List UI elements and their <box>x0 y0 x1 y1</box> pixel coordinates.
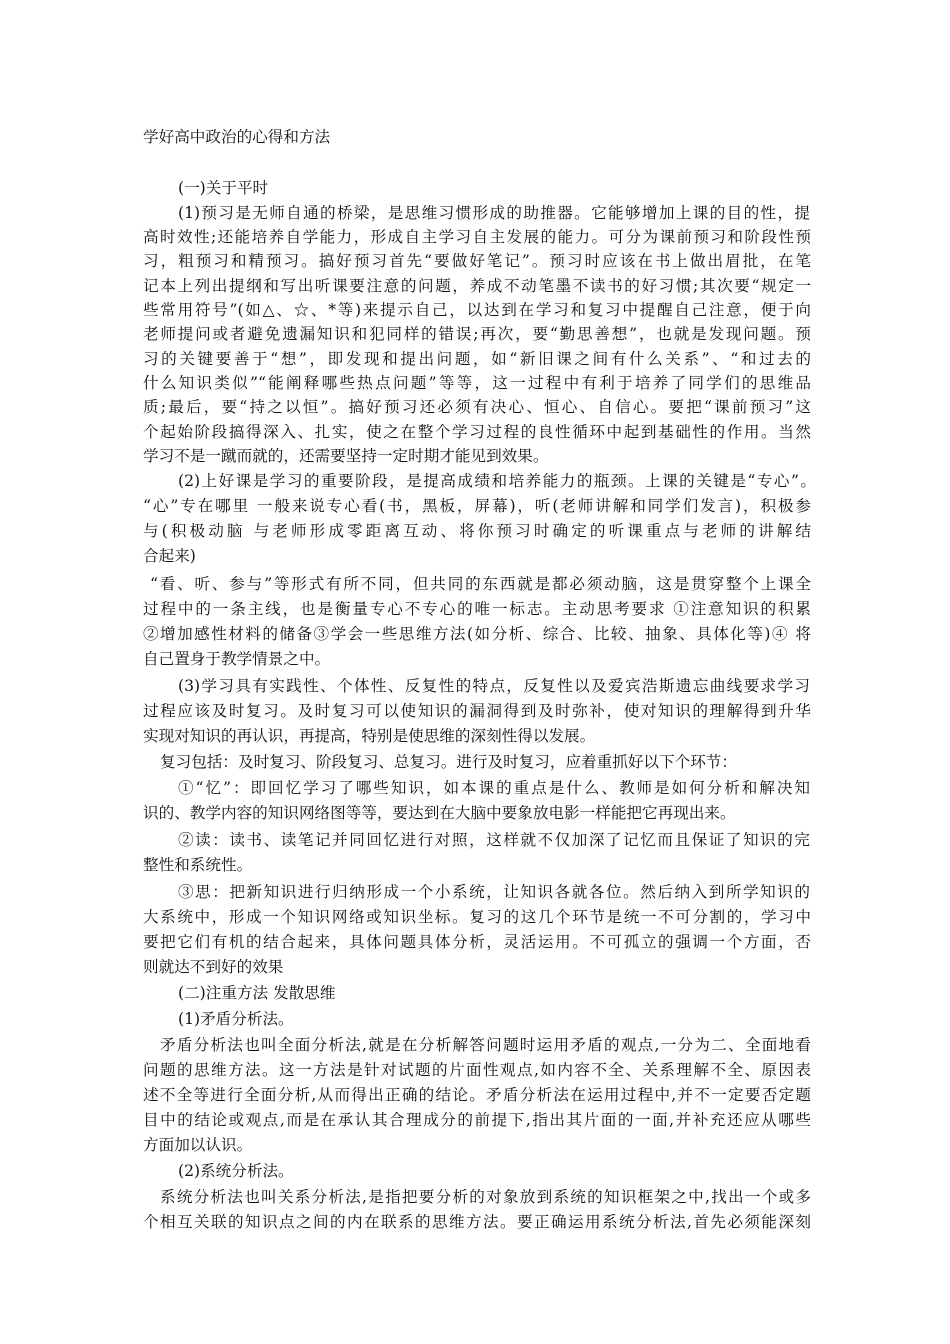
section-heading: (二)注重方法 发散思维 <box>178 984 336 1002</box>
paragraph-line: ①“忆”：即回忆学习了哪些知识，如本课的重点是什么、教师是如何分析和解决知 <box>178 779 810 797</box>
paragraph-line: (1)预习是无师自通的桥梁，是思维习惯形成的助推器。它能够增加上课的目的性，提 <box>178 204 810 222</box>
paragraph-line: 实现对知识的再认识，再提高，特别是使思维的深刻性得以发展。 <box>143 727 596 745</box>
paragraph-line: “看、听、参与”等形式有所不同，但共同的东西就是都必须动脑，这是贯穿整个上课全 <box>150 575 811 593</box>
paragraph-line: 与(积极动脑 与老师形成零距离互动、将你预习时确定的听课重点与老师的讲解结 <box>143 522 811 540</box>
paragraph-line: ②读：读书、读笔记并同回忆进行对照，这样就不仅加深了记忆而且保证了知识的完 <box>178 831 810 849</box>
subsection-heading: (1)矛盾分析法。 <box>178 1010 294 1028</box>
paragraph-line: 质;最后，要“持之以恒”。搞好预习还必须有决心、恒心、自信心。要把“课前预习”这 <box>143 398 811 416</box>
paragraph-line: 习的关键要善于“想”，即发现和提出问题，如“新旧课之间有什么关系”、“和过去的 <box>143 350 811 368</box>
paragraph-line: 目中的结论或观点,而是在承认其合理成分的前提下,指出其片面的一面,并补充还应从哪些 <box>143 1111 811 1129</box>
paragraph-line: 述不全等进行全面分析,从而得出正确的结论。矛盾分析法在运用过程中,并不一定要否定题 <box>143 1086 811 1104</box>
section-heading: (一)关于平时 <box>178 179 269 197</box>
paragraph-line: 方面加以认识。 <box>143 1136 253 1154</box>
paragraph-line: 过程中的一条主线，也是衡量专心不专心的唯一标志。主动思考要求 ①注意知识的积累 <box>143 600 811 618</box>
paragraph-line: 识的、教学内容的知识网络图等等，要达到在大脑中要象放电影一样能把它再现出来。 <box>143 804 736 822</box>
paragraph-line: 个起始阶段搞得深入、扎实，使之在整个学习过程的良性循环中起到基础性的作用。当然 <box>143 423 811 441</box>
paragraph-line: 过程应该及时复习。及时复习可以使知识的漏洞得到及时弥补，使对知识的理解得到升华 <box>143 702 811 720</box>
document-title: 学好高中政治的心得和方法 <box>143 128 331 146</box>
paragraph-line: “心”专在哪里 一般来说专心看(书，黑板，屏幕)，听(老师讲解和同学们发言)，积极参 <box>143 497 811 515</box>
paragraph-line: 矛盾分析法也叫全面分析法,就是在分析解答问题时运用矛盾的观点,一分为二、全面地看 <box>160 1036 811 1054</box>
subsection-heading: (2)系统分析法。 <box>178 1162 294 1180</box>
paragraph-line: (2)上好课是学习的重要阶段，是提高成绩和培养能力的瓶颈。上课的关键是“专心”。 <box>178 472 816 490</box>
paragraph-line: 些常用符号”(如△、☆、*等)来提示自己，以达到在学习和复习中提醒自己注意，便于向 <box>143 301 811 319</box>
paragraph-line: 什么知识类似”“能阐释哪些热点问题”等等，这一过程中有利于培养了同学们的思维品 <box>143 374 811 392</box>
paragraph-line: 记本上列出提纲和写出听课要注意的问题，养成不动笔墨不读书的好习惯;其次要“规定一 <box>143 277 811 295</box>
paragraph-line: 合起来) <box>143 547 196 565</box>
paragraph-line: 要把它们有机的结合起来，具体问题具体分析，灵活运用。不可孤立的强调一个方面，否 <box>143 933 811 951</box>
paragraph-line: (3)学习具有实践性、个体性、反复性的特点，反复性以及爱宾浩斯遗忘曲线要求学习 <box>178 677 810 695</box>
paragraph-line: 老师提问或者避免遗漏知识和犯同样的错误;再次，要“勤思善想”，也就是发现问题。预 <box>143 325 811 343</box>
paragraph-line: 高时效性;还能培养自学能力，形成自主学习自主发展的能力。可分为课前预习和阶段性预 <box>143 228 811 246</box>
paragraph-line: 学习不是一蹴而就的，还需要坚持一定时期才能见到效果。 <box>143 447 549 465</box>
paragraph-line: 复习包括：及时复习、阶段复习、总复习。进行及时复习，应着重抓好以下个环节： <box>160 753 737 771</box>
paragraph-line: ②增加感性材料的储备③学会一些思维方法(如分析、综合、比较、抽象、具体化等)④ 将 <box>143 625 811 643</box>
paragraph-line: ③思：把新知识进行归纳形成一个小系统，让知识各就各位。然后纳入到所学知识的 <box>178 883 810 901</box>
paragraph-line: 大系统中，形成一个知识网络或知识坐标。复习的这几个环节是统一不可分割的，学习中 <box>143 908 811 926</box>
paragraph-line: 整性和系统性。 <box>143 856 253 874</box>
paragraph-line: 自己置身于教学情景之中。 <box>143 650 331 668</box>
paragraph-line: 系统分析法也叫关系分析法,是指把要分析的对象放到系统的知识框架之中,找出一个或多 <box>160 1188 811 1206</box>
paragraph-line: 习，粗预习和精预习。搞好预习首先“要做好笔记”。预习时应该在书上做出眉批，在笔 <box>143 252 811 270</box>
paragraph-line: 个相互关联的知识点之间的内在联系的思维方法。要正确运用系统分析法,首先必须能深刻 <box>143 1213 811 1231</box>
paragraph-line: 则就达不到好的效果 <box>143 958 284 976</box>
paragraph-line: 问题的思维方法。这一方法是针对试题的片面性观点,如内容不全、关系理解不全、原因表 <box>143 1061 811 1079</box>
